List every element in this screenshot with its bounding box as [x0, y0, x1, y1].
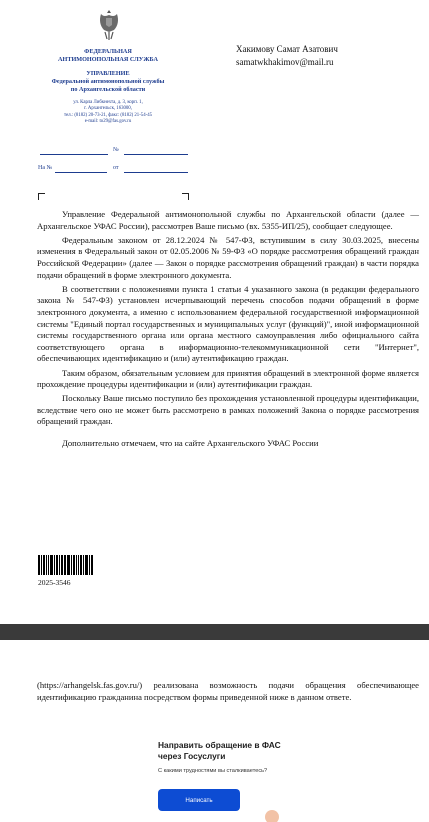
widget-title-line1: Направить обращение в ФАС — [158, 740, 281, 750]
from-label: от — [113, 165, 119, 171]
subject-corner-left — [38, 193, 45, 200]
address-line3: тел.: (8182) 20-73-21, факс: (8182) 21-54-45 — [63, 112, 152, 118]
gosuslugi-widget-title — [158, 740, 281, 761]
address-line4: e-mail: to29@fas.gov.ru — [84, 119, 132, 125]
org-name-line1: ФЕДЕРАЛЬНАЯ — [84, 48, 132, 55]
body-paragraph-2: Федеральным законом от 28.12.2024 № 547-ФЗ, вступившим в силу 30.03.2025, внесены изменения в Федеральный закон от 02.05.2006 № 59-ФЗ «О порядке рассмотрения обращений граждан Российской Федерации» (далее — Закон о порядке рассмотрения обращений граждан) в части порядка подачи обращений в форме электронного документа. — [37, 234, 419, 280]
reg-date-line — [40, 154, 108, 155]
body-paragraph-6: Дополнительно отмечаем, что на сайте Архангельского УФАС России — [62, 438, 319, 449]
coat-of-arms-icon — [97, 8, 121, 42]
addressee-email: samatwkhakimov@mail.ru — [236, 57, 334, 67]
widget-illustration — [265, 810, 279, 822]
subject-corner-right — [182, 193, 189, 200]
reg-number-sign: № — [113, 147, 119, 153]
address-line2: г. Архангельск, 163000, — [84, 106, 132, 112]
address-line1: ул. Карла Либкнехта, д. 3, корп. 1, — [73, 100, 143, 105]
in-reply-date-line — [124, 172, 188, 173]
body-paragraph-1: Управление Федеральной антимонопольной службы по Архангельской области (далее — Архангельское УФАС России), рассмотрев Ваше письмо (вх. 5355-ИП/25), сообщает следующее. — [37, 209, 419, 231]
write-appeal-button[interactable]: Написать — [158, 789, 240, 811]
in-reply-label: На № — [38, 165, 53, 171]
widget-title-line2: через Госуслуги — [158, 750, 226, 761]
addressee-block — [236, 43, 338, 69]
letter-body — [37, 209, 419, 452]
dept-name-line1: УПРАВЛЕНИЕ — [86, 70, 130, 77]
in-reply-number-line — [55, 172, 107, 173]
reg-number-line — [124, 154, 188, 155]
registration-number: 2025-3546 — [38, 578, 71, 587]
sender-header — [28, 48, 188, 94]
body-paragraph-5: Поскольку Ваше письмо поступило без прохождения установленной процедуры идентификации, вследствие чего оно не может быть рассмотрено в рамках положений Закона о порядке рассмотрения обращений граждан. — [37, 393, 419, 427]
addressee-name: Хакимову Самат Азатович — [236, 44, 338, 54]
barcode — [38, 555, 94, 575]
dept-name-line3: по Архангельской области — [70, 86, 146, 93]
dept-name-line2: Федеральной антимонопольной службы — [51, 78, 165, 85]
body-paragraph-4: Таким образом, обязательным условием для принятия обращений в электронной форме является прохождение процедуры идентификации и (или) аутентификации граждан. — [37, 367, 419, 390]
sender-address — [28, 100, 188, 126]
body-paragraph-3: В соответствии с положениями пункта 1 статьи 4 указанного закона (в редакции федерального закона № 547-ФЗ) установлен исчерпывающий перечень способов подачи обращений в форме электронного документа, а именно с использованием федеральной государственной информационной системы "Единый портал государственных и муниципальных услуг (функций)", иной информационной системы государственного органа или органа местного самоуправления либо официального сайта соответствующего органа в информационно-телекоммуникационной сети "Интернет", обеспечивающих идентификацию и (или) аутентификацию граждан. — [37, 283, 419, 364]
org-name-line2: АНТИМОНОПОЛЬНАЯ СЛУЖБА — [58, 56, 158, 63]
page-separator — [0, 624, 429, 640]
letter-page-2 — [0, 640, 429, 822]
page2-paragraph: (https://arhangelsk.fas.gov.ru/) реализована возможность подачи обращения обеспечивающее идентификацию гражданина посредством формы приведенной ниже в данном ответе. — [37, 680, 419, 702]
gosuslugi-widget-subtitle: С какими трудностями вы сталкиваетесь? — [158, 768, 268, 774]
